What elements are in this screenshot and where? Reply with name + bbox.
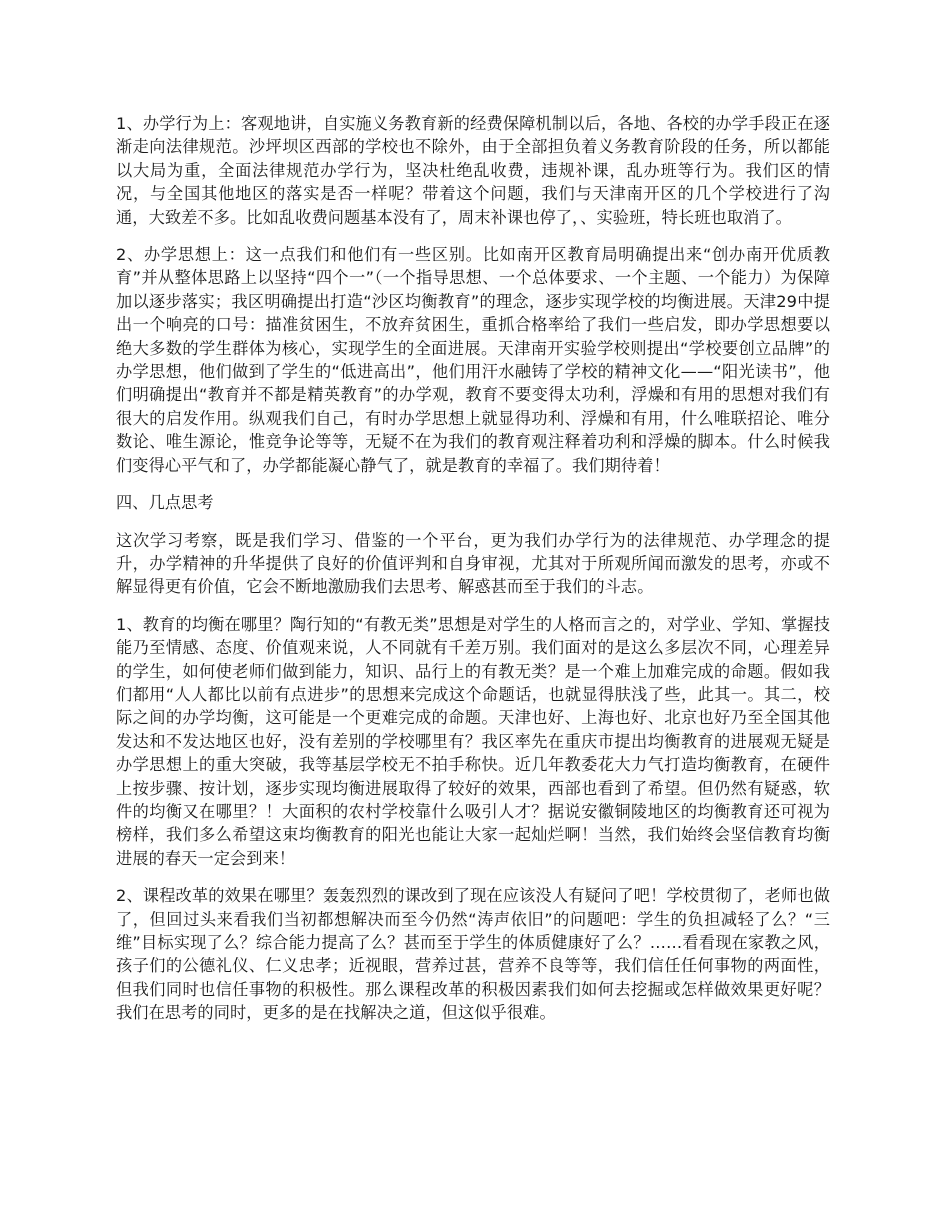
paragraph-school-conduct: 1、办学行为上：客观地讲，自实施义务教育新的经费保障机制以后，各地、各校的办学手段正在逐渐走向法律规范。沙坪坝区西部的学校也不除外，由于全部担负着义务教育阶段的任务，所以都能以大局为重，全面法律规范办学行为，坚决杜绝乱收费，违规补课，乱办班等行为。我们区的情况，与全国其他地区的落实是否一样呢？带着这个问题，我们与天津南开区的几个学校进行了沟通，大致差不多。比如乱收费问题基本没有了，周末补课也停了，、实验班，特长班也取消了。	[116, 114, 830, 227]
paragraph-study-trip: 这次学习考察，既是我们学习、借鉴的一个平台，更为我们办学行为的法律规范、办学理念的提升，办学精神的升华提供了良好的价值评判和自身审视，尤其对于所观所闻而激发的思考，亦或不解显得更有价值，它会不断地激励我们去思考、解惑甚而至于我们的斗志。	[116, 530, 830, 597]
paragraph-curriculum-reform: 2、课程改革的效果在哪里？轰轰烈烈的课改到了现在应该没人有疑问了吧！学校贯彻了，老师也做了，但回过头来看我们当初都想解决而至今仍然“涛声依旧”的问题吧：学生的负担减轻了么？“三维”目标实现了么？综合能力提高了么？甚而至于学生的体质健康好了么？……看看现在家教之风，孩子们的公德礼仪、仁义忠孝；近视眼，营养过甚，营养不良等等，我们信任任何事物的两面性，但我们同时也信任事物的积极性。那么课程改革的积极因素我们如何去挖掘或怎样做效果更好呢？我们在思考的同时，更多的是在找解决之道，但这似乎很难。	[116, 886, 830, 1023]
paragraph-education-balance: 1、教育的均衡在哪里？陶行知的“有教无类”思想是对学生的人格而言之的，对学业、学知、掌握技能乃至情感、态度、价值观来说，人不同就有千差万别。我们面对的是这么多层次不同，心理差异的学生，如何使老师们做到能力，知识、品行上的有教无类？是一个难上加难完成的命题。假如我们都用“人人都比以前有点进步”的思想来完成这个命题话，也就显得肤浅了些，此其一。其二，校际之间的办学均衡，这可能是一个更难完成的命题。天津也好、上海也好、北京也好乃至全国其他发达和不发达地区也好，没有差别的学校哪里有？我区率先在重庆市提出均衡教育的进展观无疑是办学思想上的重大突破，我等基层学校无不拍手称快。近几年教委花大力气打造均衡教育，在硬件上按步骤、按计划，逐步实现均衡进展取得了较好的效果，西部也看到了希望。但仍然有疑惑，软件的均衡又在哪里？！大面积的农村学校靠什么吸引人才？据说安徽铜陵地区的均衡教育还可视为榜样，我们多么希望这束均衡教育的阳光也能让大家一起灿烂啊！当然，我们始终会坚信教育均衡进展的春天一定会到来！	[116, 614, 830, 868]
section-heading-reflections: 四、几点思考	[116, 493, 214, 513]
paragraph-school-philosophy: 2、办学思想上：这一点我们和他们有一些区别。比如南开区教育局明确提出来“创办南开优质教育”并从整体思路上以坚持“四个一”（一个指导思想、一个总体要求、一个主题、一个能力）为保障加以逐步落实；我区明确提出打造“沙区均衡教育”的理念，逐步实现学校的均衡进展。天津29中提出一个响亮的口号：描准贫困生，不放弃贫困生，重抓合格率给了我们一些启发，即办学思想要以绝大多数的学生群体为核心，实现学生的全面进展。天津南开实验学校则提出“学校要创立品牌”的办学思想，他们做到了学生的“低进高出”，他们用汗水融铸了学校的精神文化——“阳光读书”，他们明确提出“教育并不都是精英教育”的办学观，教育不要变得太功利，浮燥和有用的思想对我们有很大的启发作用。纵观我们自己，有时办学思想上就显得功利、浮燥和有用，什么唯联招论、唯分数论、唯生源论，惟竞争论等等，无疑不在为我们的教育观注释着功利和浮燥的脚本。什么时候我们变得心平气和了，办学都能凝心静气了，就是教育的幸福了。我们期待着！	[116, 245, 830, 475]
